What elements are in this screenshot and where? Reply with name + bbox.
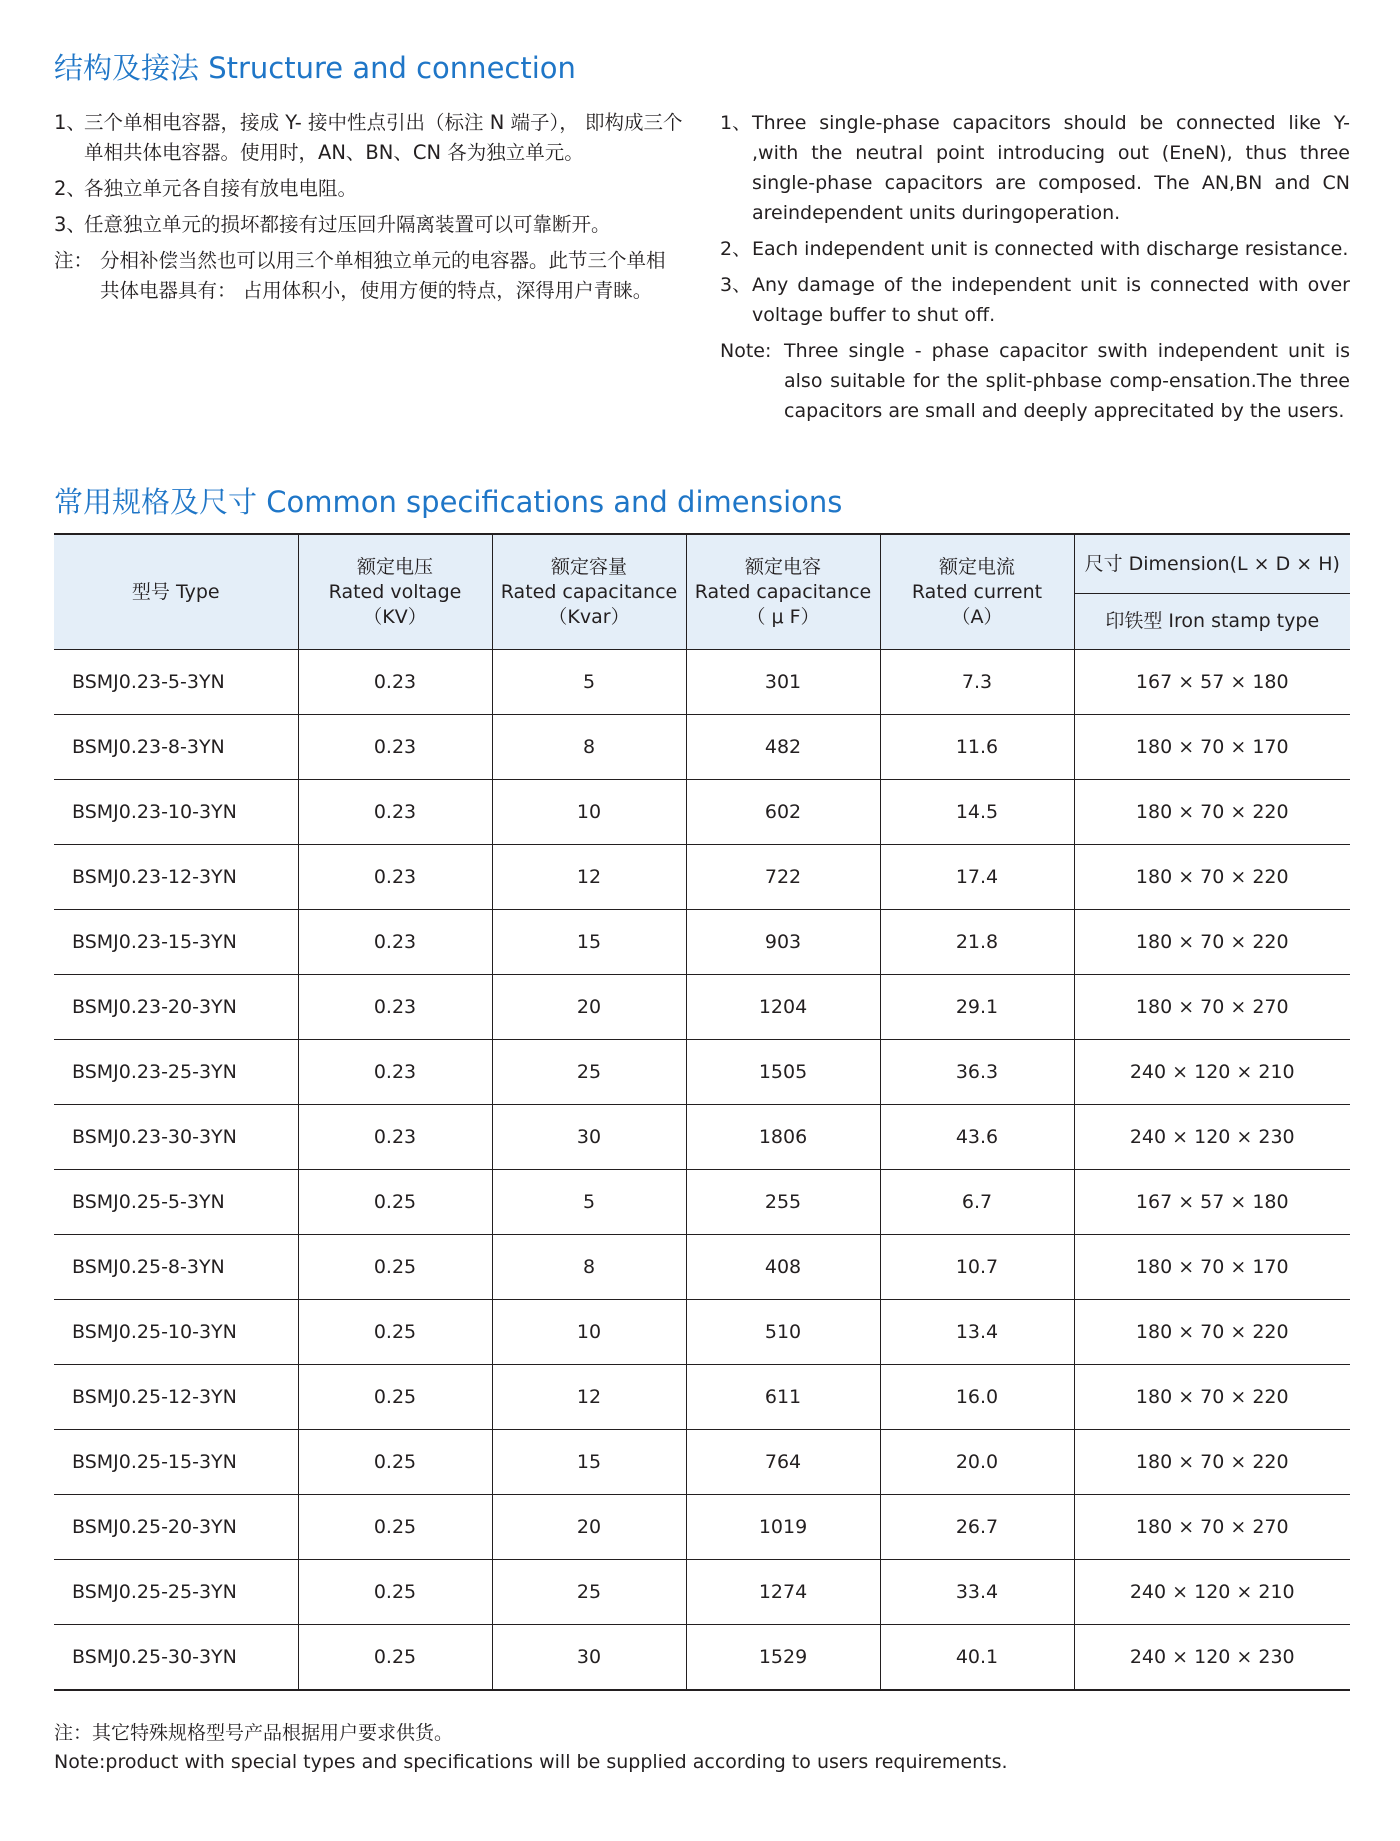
- cell-rated-voltage: 0.23: [298, 715, 492, 780]
- cell-rated-capacity: 30: [492, 1625, 686, 1691]
- cell-rated-capacity: 5: [492, 1170, 686, 1235]
- en-item-2: [720, 234, 1350, 264]
- table-row: [54, 1495, 1350, 1560]
- header-rated-current: 额定电流 Rated current （A）: [880, 534, 1074, 650]
- en-note-text: Three single - phase capacitor swith independent unit is also suitable for the split-phbase comp-ensation.The three capacitors are small and deeply apprecitated by the users.: [784, 340, 1350, 422]
- cell-type: BSMJ0.25-12-3YN: [54, 1365, 298, 1430]
- cell-type: BSMJ0.23-15-3YN: [54, 910, 298, 975]
- cn-item-1: [54, 108, 684, 168]
- table-row: [54, 650, 1350, 715]
- cell-dimension: 180 × 70 × 220: [1074, 1300, 1350, 1365]
- header-dimension: 尺寸 Dimension(L × D × H): [1074, 534, 1350, 594]
- table-row: [54, 975, 1350, 1040]
- cell-rated-capacitance: 255: [686, 1170, 880, 1235]
- cell-rated-capacitance: 1204: [686, 975, 880, 1040]
- en-item-1: [720, 108, 1350, 228]
- cell-rated-capacitance: 1529: [686, 1625, 880, 1691]
- cell-type: BSMJ0.25-20-3YN: [54, 1495, 298, 1560]
- cell-rated-voltage: 0.25: [298, 1365, 492, 1430]
- header-rated-voltage: 额定电压 Rated voltage （KV）: [298, 534, 492, 650]
- cell-type: BSMJ0.25-15-3YN: [54, 1430, 298, 1495]
- cell-rated-current: 10.7: [880, 1235, 1074, 1300]
- cell-rated-voltage: 0.23: [298, 845, 492, 910]
- cell-rated-current: 21.8: [880, 910, 1074, 975]
- cell-rated-capacity: 8: [492, 1235, 686, 1300]
- cell-dimension: 180 × 70 × 220: [1074, 910, 1350, 975]
- cell-type: BSMJ0.25-5-3YN: [54, 1170, 298, 1235]
- table-row: [54, 1365, 1350, 1430]
- cell-rated-current: 33.4: [880, 1560, 1074, 1625]
- cn-item-number: 1、: [54, 111, 86, 134]
- cell-dimension: 180 × 70 × 170: [1074, 1235, 1350, 1300]
- cn-item-3: [54, 210, 684, 240]
- cn-item-text: 各独立单元各自接有放电电阻。: [84, 177, 358, 200]
- en-item-text: Three single-phase capacitors should be connected like Y- ,with the neutral point introducing out (EneN), thus three single-phase capacitors are composed. The AN,BN and CN areindependent units duringoperation.: [752, 112, 1350, 224]
- cell-rated-current: 6.7: [880, 1170, 1074, 1235]
- cell-rated-current: 13.4: [880, 1300, 1074, 1365]
- table-row: [54, 1040, 1350, 1105]
- cell-rated-voltage: 0.25: [298, 1495, 492, 1560]
- cell-rated-voltage: 0.23: [298, 975, 492, 1040]
- table-row: [54, 715, 1350, 780]
- cell-rated-capacity: 15: [492, 910, 686, 975]
- cell-rated-capacitance: 722: [686, 845, 880, 910]
- cell-rated-capacitance: 1274: [686, 1560, 880, 1625]
- en-note-label: Note:: [720, 340, 778, 362]
- cell-dimension: 180 × 70 × 270: [1074, 1495, 1350, 1560]
- cell-rated-current: 20.0: [880, 1430, 1074, 1495]
- table-row: [54, 1560, 1350, 1625]
- cn-note: [54, 246, 684, 306]
- cn-note-label: 注：: [54, 249, 94, 272]
- cell-type: BSMJ0.23-25-3YN: [54, 1040, 298, 1105]
- table-row: [54, 1300, 1350, 1365]
- cell-type: BSMJ0.23-10-3YN: [54, 780, 298, 845]
- cell-type: BSMJ0.23-8-3YN: [54, 715, 298, 780]
- cell-rated-current: 11.6: [880, 715, 1074, 780]
- footnote-cn: 注：其它特殊规格型号产品根据用户要求供货。: [54, 1722, 454, 1744]
- cell-rated-capacitance: 764: [686, 1430, 880, 1495]
- cell-rated-voltage: 0.25: [298, 1625, 492, 1691]
- cell-rated-capacity: 20: [492, 975, 686, 1040]
- cell-type: BSMJ0.25-25-3YN: [54, 1560, 298, 1625]
- cell-rated-capacitance: 1505: [686, 1040, 880, 1105]
- cn-item-number: 2、: [54, 177, 86, 200]
- cell-type: BSMJ0.23-12-3YN: [54, 845, 298, 910]
- cell-type: BSMJ0.23-5-3YN: [54, 650, 298, 715]
- cell-rated-capacity: 25: [492, 1560, 686, 1625]
- header-rated-capacity: 额定容量 Rated capacitance （Kvar）: [492, 534, 686, 650]
- table-row: [54, 1625, 1350, 1691]
- cell-rated-current: 26.7: [880, 1495, 1074, 1560]
- cell-rated-capacity: 20: [492, 1495, 686, 1560]
- en-note: [720, 336, 1350, 426]
- cn-item-number: 3、: [54, 213, 86, 236]
- cn-item-text: 三个单相电容器，接成 Y- 接中性点引出（标注 N 端子）， 即构成三个单相共体电容器。使用时，AN、BN、CN 各为独立单元。: [84, 111, 683, 164]
- footnote-en: Note:product with special types and specifications will be supplied according to users requirements.: [54, 1751, 1008, 1773]
- structure-en-column: [720, 108, 1350, 432]
- en-item-text: Any damage of the independent unit is connected with over voltage buffer to shut off.: [752, 274, 1350, 326]
- table-row: [54, 1430, 1350, 1495]
- cell-rated-voltage: 0.25: [298, 1170, 492, 1235]
- cell-rated-capacity: 10: [492, 1300, 686, 1365]
- cell-rated-voltage: 0.23: [298, 1105, 492, 1170]
- cell-dimension: 180 × 70 × 220: [1074, 845, 1350, 910]
- spec-table: [54, 533, 1350, 1691]
- cell-rated-capacitance: 482: [686, 715, 880, 780]
- cell-rated-capacity: 30: [492, 1105, 686, 1170]
- en-item-number: 3、: [720, 274, 752, 296]
- cell-rated-capacity: 15: [492, 1430, 686, 1495]
- table-row: [54, 1170, 1350, 1235]
- structure-title: 结构及接法 Structure and connection: [54, 51, 576, 85]
- cell-rated-capacitance: 1806: [686, 1105, 880, 1170]
- cn-note-text: 分相补偿当然也可以用三个单相独立单元的电容器。此节三个单相共体电器具有： 占用体积小，使用方便的特点，深得用户青睐。: [100, 249, 666, 302]
- cell-dimension: 180 × 70 × 270: [1074, 975, 1350, 1040]
- table-row: [54, 780, 1350, 845]
- cn-item-text: 任意独立单元的损坏都接有过压回升隔离装置可以可靠断开。: [84, 213, 611, 236]
- cell-dimension: 180 × 70 × 220: [1074, 1430, 1350, 1495]
- cell-rated-voltage: 0.23: [298, 1040, 492, 1105]
- spec-table-body: [54, 650, 1350, 1691]
- cell-rated-current: 16.0: [880, 1365, 1074, 1430]
- en-item-3: [720, 270, 1350, 330]
- cell-rated-capacity: 8: [492, 715, 686, 780]
- cell-type: BSMJ0.23-30-3YN: [54, 1105, 298, 1170]
- en-item-number: 1、: [720, 112, 752, 134]
- cell-rated-current: 43.6: [880, 1105, 1074, 1170]
- cell-type: BSMJ0.25-10-3YN: [54, 1300, 298, 1365]
- cell-dimension: 180 × 70 × 220: [1074, 780, 1350, 845]
- en-item-number: 2、: [720, 238, 752, 260]
- table-row: [54, 910, 1350, 975]
- cell-rated-voltage: 0.25: [298, 1430, 492, 1495]
- cell-rated-voltage: 0.23: [298, 650, 492, 715]
- cell-rated-voltage: 0.23: [298, 780, 492, 845]
- structure-cn-column: [54, 108, 684, 312]
- cell-dimension: 180 × 70 × 220: [1074, 1365, 1350, 1430]
- table-row: [54, 845, 1350, 910]
- cn-item-2: [54, 174, 684, 204]
- cell-type: BSMJ0.23-20-3YN: [54, 975, 298, 1040]
- cell-rated-voltage: 0.25: [298, 1235, 492, 1300]
- cell-rated-capacity: 5: [492, 650, 686, 715]
- table-row: [54, 1235, 1350, 1300]
- cell-rated-current: 17.4: [880, 845, 1074, 910]
- cell-type: BSMJ0.25-30-3YN: [54, 1625, 298, 1691]
- cell-rated-capacity: 25: [492, 1040, 686, 1105]
- cell-dimension: 240 × 120 × 230: [1129, 1646, 1295, 1668]
- cell-rated-capacitance: 301: [686, 650, 880, 715]
- header-type: 型号 Type: [54, 534, 298, 650]
- cell-rated-capacitance: 408: [686, 1235, 880, 1300]
- cell-rated-capacity: 12: [492, 1365, 686, 1430]
- cell-rated-capacity: 12: [492, 845, 686, 910]
- cell-rated-capacitance: 903: [686, 910, 880, 975]
- cell-rated-voltage: 0.25: [298, 1300, 492, 1365]
- cell-rated-current: 7.3: [880, 650, 1074, 715]
- cell-rated-capacitance: 510: [686, 1300, 880, 1365]
- cell-rated-current: 29.1: [880, 975, 1074, 1040]
- cell-rated-capacitance: 1019: [686, 1495, 880, 1560]
- cell-rated-voltage: 0.25: [298, 1560, 492, 1625]
- cell-rated-current: 14.5: [880, 780, 1074, 845]
- cell-type: BSMJ0.25-8-3YN: [54, 1235, 298, 1300]
- specs-title: 常用规格及尺寸 Common specifications and dimensions: [54, 485, 843, 519]
- cell-dimension: 167 × 57 × 180: [1074, 1170, 1350, 1235]
- cell-rated-capacitance: 602: [686, 780, 880, 845]
- en-item-text: Each independent unit is connected with discharge resistance.: [752, 238, 1349, 260]
- cell-dimension: 240 × 120 × 210: [1074, 1040, 1350, 1105]
- cell-dimension: 240 × 120 × 230: [1074, 1105, 1350, 1170]
- table-row: [54, 1105, 1350, 1170]
- cell-rated-voltage: 0.23: [298, 910, 492, 975]
- cell-rated-capacitance: 611: [686, 1365, 880, 1430]
- cell-dimension: 180 × 70 × 170: [1074, 715, 1350, 780]
- cell-dimension: 240 × 120 × 210: [1074, 1560, 1350, 1625]
- cell-rated-current: 40.1: [880, 1625, 1074, 1691]
- header-rated-capacitance: 额定电容 Rated capacitance （ μ F）: [686, 534, 880, 650]
- cell-rated-capacity: 10: [492, 780, 686, 845]
- cell-dimension: 167 × 57 × 180: [1074, 650, 1350, 715]
- cell-rated-current: 36.3: [880, 1040, 1074, 1105]
- header-iron-stamp-type: 印铁型 Iron stamp type: [1074, 594, 1350, 650]
